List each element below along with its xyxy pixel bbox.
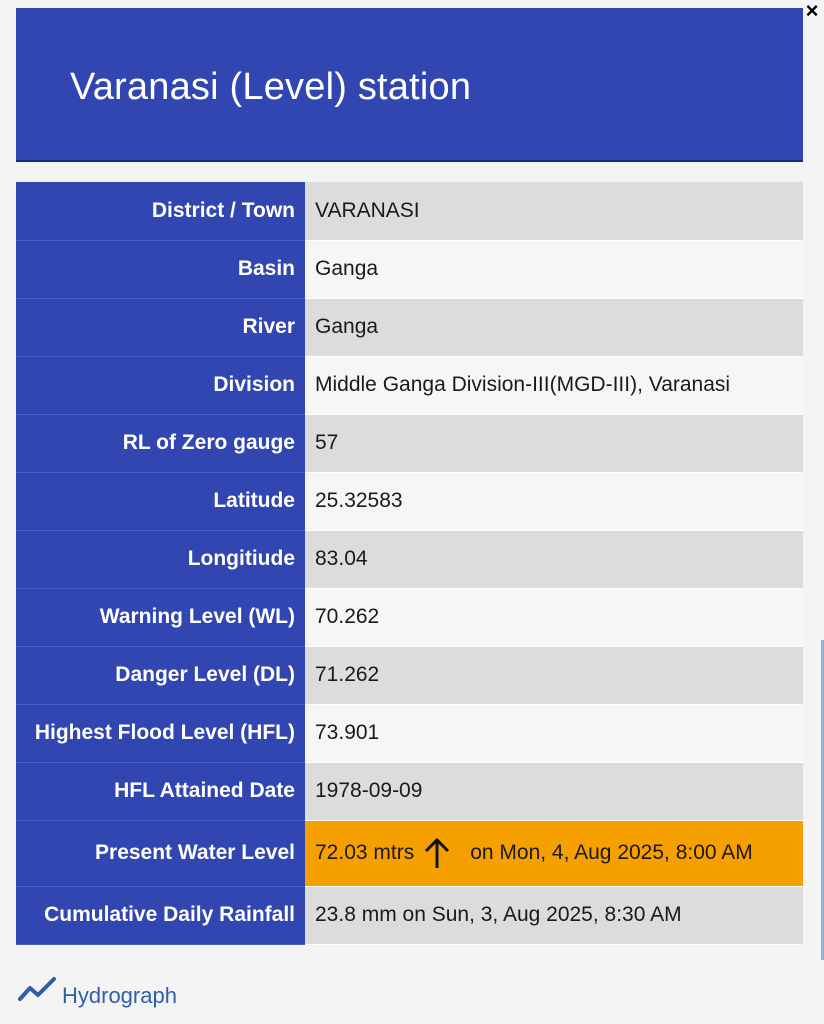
row-label-hfl: Highest Flood Level (HFL) <box>16 704 305 762</box>
table-row <box>16 356 803 414</box>
row-value-warning-level: 70.262 <box>305 588 803 646</box>
hydrograph-label: Hydrograph <box>62 983 177 1008</box>
row-value-rl-zero-gauge: 57 <box>305 414 803 472</box>
row-value-danger-level: 71.262 <box>305 646 803 704</box>
line-chart-icon <box>18 975 58 1005</box>
row-value-rainfall: 23.8 mm on Sun, 3, Aug 2025, 8:30 AM <box>305 886 803 944</box>
row-value-basin: Ganga <box>305 240 803 298</box>
station-header <box>16 8 803 162</box>
close-button[interactable]: × <box>805 0 819 23</box>
row-label-latitude: Latitude <box>16 472 305 530</box>
table-row <box>16 704 803 762</box>
table-row <box>16 588 803 646</box>
arrow-up-icon <box>422 836 452 870</box>
row-label-present-water-level: Present Water Level <box>16 820 305 886</box>
row-value-division: Middle Ganga Division-III(MGD-III), Varanasi <box>305 356 803 414</box>
row-label-district: District / Town <box>16 182 305 240</box>
row-value-hfl-date: 1978-09-09 <box>305 762 803 820</box>
table-row <box>16 182 803 240</box>
row-value-present-water-level <box>305 820 803 886</box>
row-value-longitude: 83.04 <box>305 530 803 588</box>
table-row <box>16 240 803 298</box>
station-title: Varanasi (Level) station <box>70 66 472 108</box>
row-label-longitude: Longitiude <box>16 530 305 588</box>
row-value-latitude: 25.32583 <box>305 472 803 530</box>
row-value-hfl: 73.901 <box>305 704 803 762</box>
row-label-division: Division <box>16 356 305 414</box>
table-row <box>16 472 803 530</box>
row-label-basin: Basin <box>16 240 305 298</box>
row-value-river: Ganga <box>305 298 803 356</box>
row-label-warning-level: Warning Level (WL) <box>16 588 305 646</box>
table-row <box>16 414 803 472</box>
present-water-level-value: 72.03 mtrs <box>315 841 415 864</box>
table-row <box>16 298 803 356</box>
hydrograph-link[interactable] <box>18 975 177 1008</box>
row-label-rl-zero-gauge: RL of Zero gauge <box>16 414 305 472</box>
row-label-danger-level: Danger Level (DL) <box>16 646 305 704</box>
row-label-hfl-date: HFL Attained Date <box>16 762 305 820</box>
station-details-table <box>16 182 803 945</box>
table-row <box>16 762 803 820</box>
table-row-rainfall <box>16 886 803 944</box>
row-label-rainfall: Cumulative Daily Rainfall <box>16 886 305 944</box>
table-row <box>16 646 803 704</box>
row-label-river: River <box>16 298 305 356</box>
present-water-level-timestamp: on Mon, 4, Aug 2025, 8:00 AM <box>470 841 753 864</box>
table-row <box>16 530 803 588</box>
row-value-district: VARANASI <box>305 182 803 240</box>
table-row-present-water-level <box>16 820 803 886</box>
